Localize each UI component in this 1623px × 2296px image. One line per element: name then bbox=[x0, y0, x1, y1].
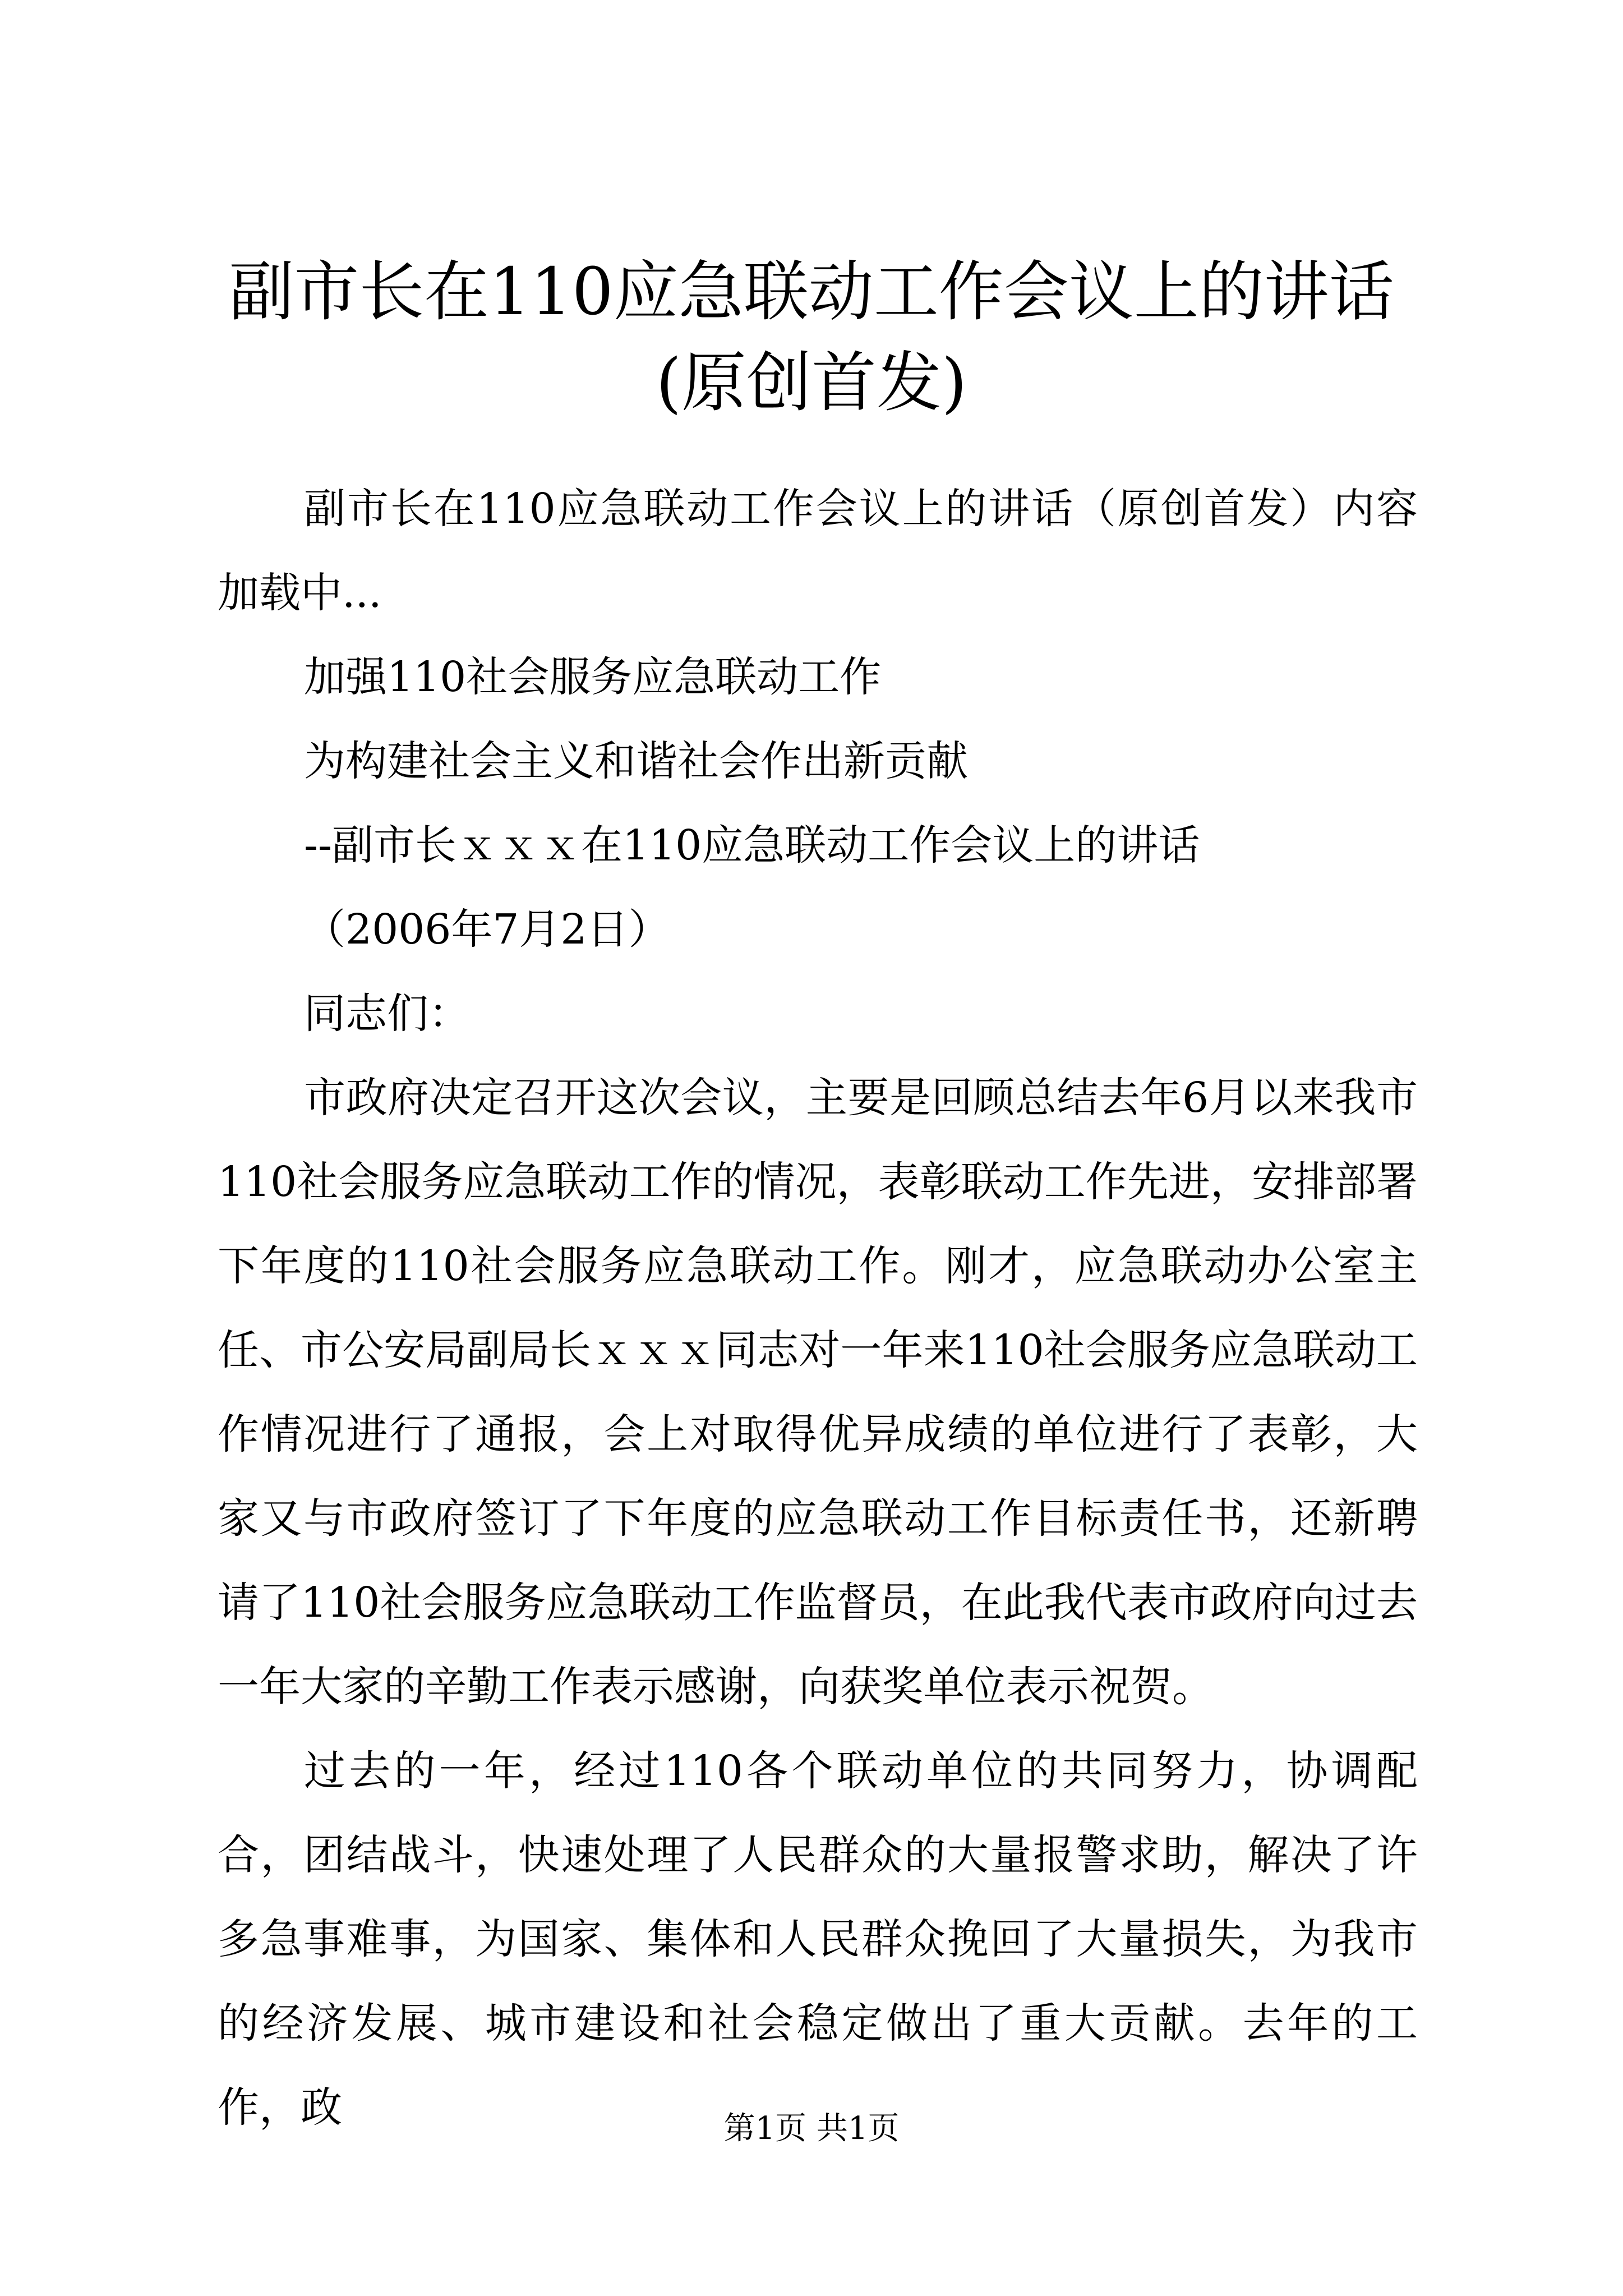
document-body bbox=[218, 467, 1418, 2150]
paragraph-heading-line-1: 加强110社会服务应急联动工作 bbox=[304, 653, 882, 701]
page-footer: 第1页 共1页 bbox=[723, 2110, 900, 2147]
paragraph-body-2: 过去的一年，经过110各个联动单位的共同努力，协调配合，团结战斗，快速处理了人民群众的大量报警求助，解决了许多急事难事，为国家、集体和人民群众挽回了大量损失，为我市的经济发展、城市建设和社会稳定做出了重大贡献。去年的工作，政 bbox=[218, 1747, 1418, 2132]
document-title: 副市长在110应急联动工作会议上的讲话(原创首发) bbox=[229, 254, 1394, 421]
paragraph-date: （2006年7月2日） bbox=[304, 905, 670, 954]
paragraph-speaker-line: --副市长ｘｘｘ在110应急联动工作会议上的讲话 bbox=[304, 821, 1200, 869]
paragraph-loading-note: 副市长在110应急联动工作会议上的讲话（原创首发）内容加载中... bbox=[218, 485, 1418, 617]
paragraph-heading-line-2: 为构建社会主义和谐社会作出新贡献 bbox=[304, 737, 968, 785]
paragraph-body-1: 市政府决定召开这次会议，主要是回顾总结去年6月以来我市110社会服务应急联动工作的情况，表彰联动工作先进，安排部署下年度的110社会服务应急联动工作。刚才，应急联动办公室主任、市公安局副局长ｘｘｘ同志对一年来110社会服务应急联动工作情况进行了通报，会上对取得优异成绩的单位进行了表彰，大家又与市政府签订了下年度的应急联动工作目标责任书，还新聘请了110社会服务应急联动工作监督员，在此我代表市政府向过去一年大家的辛勤工作表示感谢，向获奖单位表示祝贺。 bbox=[218, 1074, 1418, 1711]
paragraph-salutation: 同志们： bbox=[304, 990, 470, 1038]
